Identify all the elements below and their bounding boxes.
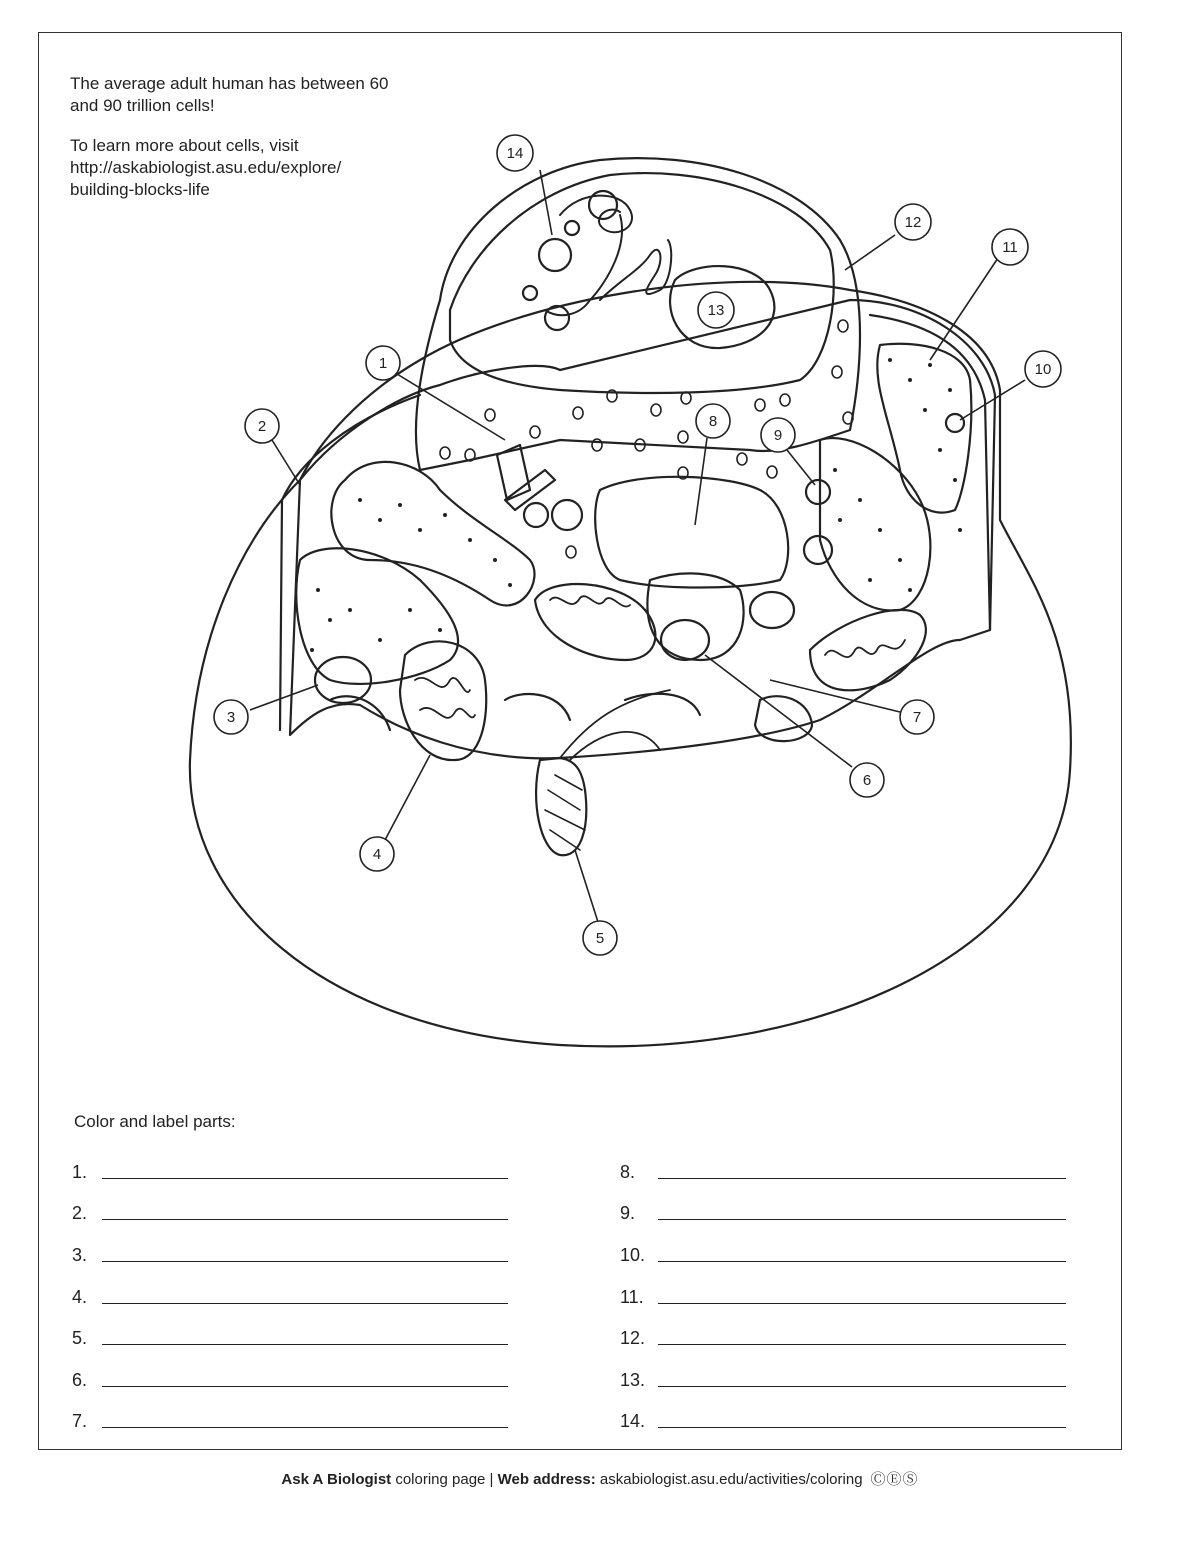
svg-text:3: 3 bbox=[226, 709, 236, 726]
svg-text:2: 2 bbox=[257, 418, 267, 435]
learn-more-url[interactable]: http://askabiologist.asu.edu/explore/ bbox=[70, 158, 342, 177]
svg-text:12: 12 bbox=[904, 214, 922, 231]
creative-commons-icon: ⒸⒺⓈ bbox=[870, 1471, 919, 1488]
blank-13[interactable]: 13. bbox=[620, 1363, 1066, 1391]
cell-count-fact: The average adult human has between 60 and 90 trillion cells! bbox=[70, 74, 389, 115]
footer: Ask A Biologist coloring page | Web address: askabiologist.asu.edu/activities/coloring ⒸⒺⓈ bbox=[0, 1468, 1200, 1489]
svg-text:1: 1 bbox=[378, 355, 388, 372]
svg-text:5: 5 bbox=[595, 930, 605, 947]
blank-12[interactable]: 12. bbox=[620, 1321, 1066, 1349]
answer-line[interactable] bbox=[658, 1303, 1066, 1304]
answer-line[interactable] bbox=[102, 1303, 508, 1304]
answer-line[interactable] bbox=[102, 1344, 508, 1345]
blank-7[interactable]: 7. bbox=[72, 1404, 508, 1432]
answer-line[interactable] bbox=[102, 1261, 508, 1262]
blank-10[interactable]: 10. bbox=[620, 1238, 1066, 1266]
callout-12 bbox=[895, 204, 931, 240]
answer-line[interactable] bbox=[102, 1178, 508, 1179]
leader-lines bbox=[250, 170, 1025, 922]
cytoskeleton bbox=[536, 758, 586, 855]
answer-line[interactable] bbox=[658, 1219, 1066, 1220]
blank-6[interactable]: 6. bbox=[72, 1363, 508, 1391]
legend-title: Color and label parts: bbox=[74, 1112, 236, 1131]
mitochondrion-center bbox=[535, 584, 655, 660]
footer-brand: Ask A Biologist bbox=[281, 1471, 392, 1488]
answer-line[interactable] bbox=[658, 1386, 1066, 1387]
svg-text:4: 4 bbox=[372, 846, 382, 863]
callout-4 bbox=[360, 837, 394, 871]
callout-13 bbox=[698, 292, 734, 328]
mitochondrion-right bbox=[810, 610, 926, 690]
blank-5[interactable]: 5. bbox=[72, 1321, 508, 1349]
callout-6 bbox=[850, 763, 884, 797]
callout-5 bbox=[583, 921, 617, 955]
answer-line[interactable] bbox=[658, 1178, 1066, 1179]
footer-web-label: Web address: bbox=[497, 1471, 596, 1488]
callout-11 bbox=[992, 229, 1028, 265]
svg-text:8: 8 bbox=[708, 413, 718, 430]
answer-line[interactable] bbox=[102, 1219, 508, 1220]
rough-er-right bbox=[877, 344, 971, 513]
learn-more-text: To learn more about cells, visit http://askabiologist.asu.edu/explore/ building-blocks-life bbox=[70, 136, 342, 199]
peroxisome bbox=[661, 620, 709, 660]
answer-line[interactable] bbox=[102, 1427, 508, 1428]
blank-2[interactable]: 2. bbox=[72, 1196, 508, 1224]
svg-text:11: 11 bbox=[1002, 239, 1018, 256]
blank-1[interactable]: 1. bbox=[72, 1155, 508, 1183]
chromatin bbox=[545, 196, 671, 316]
footer-url[interactable]: askabiologist.asu.edu/activities/coloring bbox=[595, 1471, 863, 1488]
answer-line[interactable] bbox=[658, 1427, 1066, 1428]
learn-more-url-cont[interactable]: building-blocks-life bbox=[70, 180, 210, 199]
callout-1 bbox=[366, 346, 400, 380]
centrosome bbox=[497, 445, 555, 510]
callout-14 bbox=[497, 135, 533, 171]
answer-line[interactable] bbox=[102, 1386, 508, 1387]
blank-11[interactable]: 11. bbox=[620, 1280, 1066, 1308]
callout-2 bbox=[245, 409, 279, 443]
callout-7 bbox=[900, 700, 934, 734]
svg-text:6: 6 bbox=[862, 772, 872, 789]
blank-14[interactable]: 14. bbox=[620, 1404, 1066, 1432]
callout-9 bbox=[761, 418, 795, 452]
callout-8 bbox=[696, 404, 730, 438]
blank-4[interactable]: 4. bbox=[72, 1280, 508, 1308]
answer-line[interactable] bbox=[658, 1261, 1066, 1262]
svg-text:7: 7 bbox=[912, 709, 922, 726]
svg-text:13: 13 bbox=[707, 302, 725, 319]
er-stippling bbox=[310, 358, 962, 652]
blank-3[interactable]: 3. bbox=[72, 1238, 508, 1266]
svg-text:9: 9 bbox=[773, 427, 783, 444]
callout-3 bbox=[214, 700, 248, 734]
callout-10 bbox=[1025, 351, 1061, 387]
svg-text:14: 14 bbox=[506, 145, 524, 162]
blank-9[interactable]: 9. bbox=[620, 1196, 1066, 1224]
blank-8[interactable]: 8. bbox=[620, 1155, 1066, 1183]
golgi-apparatus bbox=[595, 477, 788, 588]
answer-line[interactable] bbox=[658, 1344, 1066, 1345]
svg-text:10: 10 bbox=[1034, 361, 1052, 378]
